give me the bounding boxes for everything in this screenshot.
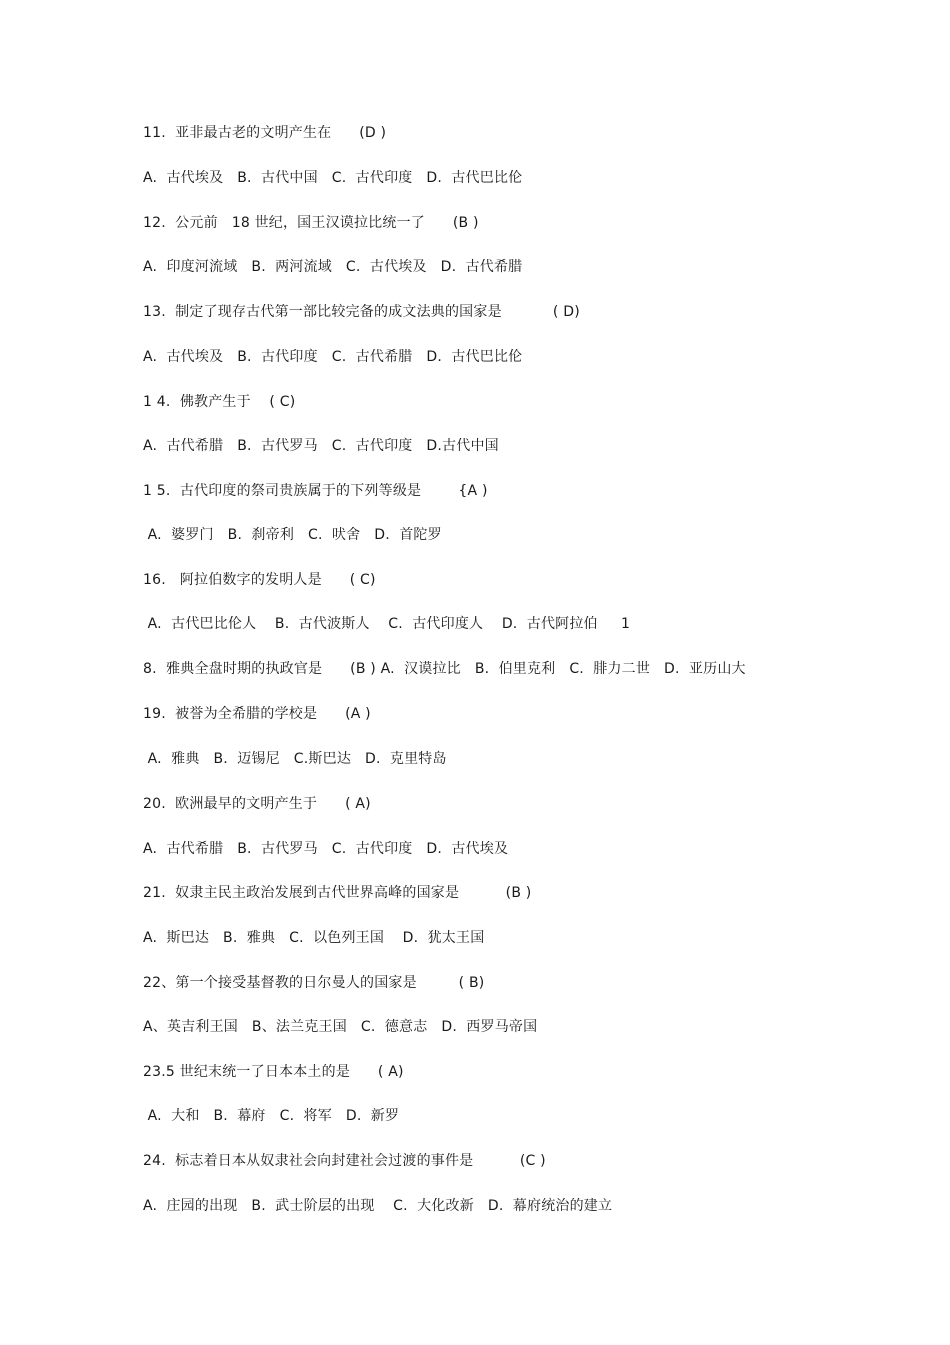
question-16: 16. 阿拉伯数字的发明人是 ( C) — [143, 572, 376, 588]
options-19: A. 雅典 B. 迈锡尼 C.斯巴达 D. 克里特岛 — [143, 751, 447, 767]
options-20: A. 古代希腊 B. 古代罗马 C. 古代印度 D. 古代埃及 — [143, 841, 509, 857]
options-16: A. 古代巴比伦人 B. 古代波斯人 C. 古代印度人 D. 古代阿拉伯 1 — [143, 616, 631, 632]
question-14: 1 4. 佛教产生于 ( C) — [143, 394, 296, 410]
question-24: 24. 标志着日本从奴隶社会向封建社会过渡的事件是 (C ) — [143, 1153, 546, 1169]
options-14: A. 古代希腊 B. 古代罗马 C. 古代印度 D.古代中国 — [143, 438, 499, 454]
question-12: 12. 公元前 18 世纪，国王汉谟拉比统一了 (B ) — [143, 215, 479, 231]
question-21: 21. 奴隶主民主政治发展到古代世界高峰的国家是 (B ) — [143, 885, 532, 901]
options-24: A. 庄园的出现 B. 武士阶层的出现 C. 大化改新 D. 幕府统治的建立 — [143, 1198, 613, 1214]
options-13: A. 古代埃及 B. 古代印度 C. 古代希腊 D. 古代巴比伦 — [143, 349, 523, 365]
question-22: 22、第一个接受基督教的日尔曼人的国家是 ( B) — [143, 975, 485, 991]
options-22: A、英吉利王国 B、法兰克王国 C. 德意志 D. 西罗马帝国 — [143, 1019, 538, 1035]
options-23: A. 大和 B. 幕府 C. 将军 D. 新罗 — [143, 1108, 400, 1124]
options-15: A. 婆罗门 B. 刹帝利 C. 吠舍 D. 首陀罗 — [143, 527, 442, 543]
options-12: A. 印度河流域 B. 两河流域 C. 古代埃及 D. 古代希腊 — [143, 259, 523, 275]
question-20: 20. 欧洲最早的文明产生于 ( A) — [143, 796, 371, 812]
question-15: 1 5. 古代印度的祭司贵族属于的下列等级是 {A ) — [143, 483, 488, 499]
question-18: 8. 雅典全盘时期的执政官是 (B ) A. 汉谟拉比 B. 伯里克利 C. 腓力二世 D. 亚历山大 — [143, 661, 746, 677]
question-11: 11. 亚非最古老的文明产生在 (D ) — [143, 125, 387, 141]
question-19: 19. 被誉为全希腊的学校是 (A ) — [143, 706, 371, 722]
options-21: A. 斯巴达 B. 雅典 C. 以色列王国 D. 犹太王国 — [143, 930, 485, 946]
question-23: 23.5 世纪末统一了日本本土的是 ( A) — [143, 1064, 404, 1080]
options-11: A. 古代埃及 B. 古代中国 C. 古代印度 D. 古代巴比伦 — [143, 170, 523, 186]
question-13: 13. 制定了现存古代第一部比较完备的成文法典的国家是 ( D) — [143, 304, 580, 320]
